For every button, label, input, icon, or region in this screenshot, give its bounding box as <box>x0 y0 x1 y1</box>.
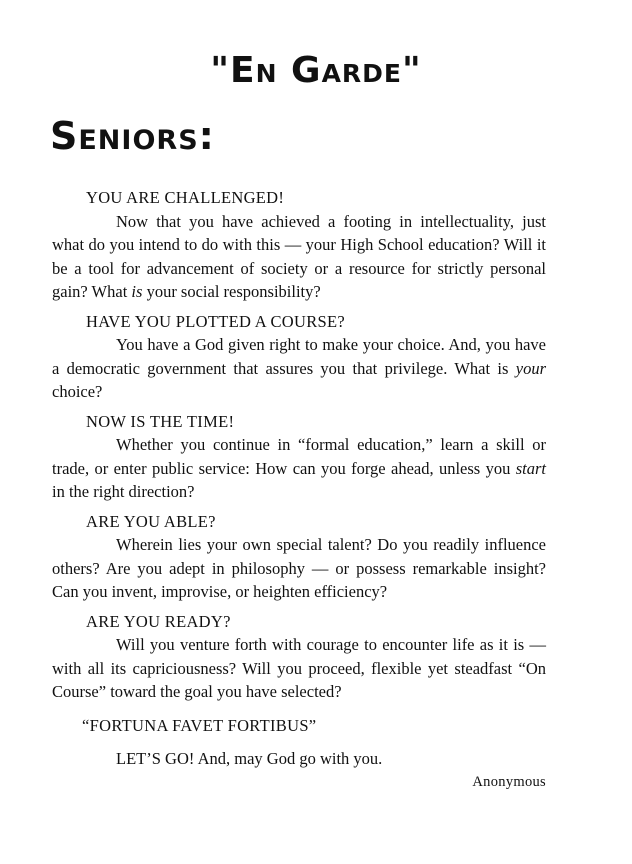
page-title: "En Garde" <box>210 50 422 91</box>
section-lead: YOU ARE CHALLENGED! <box>86 188 285 207</box>
section-heading: Seniors: <box>50 114 215 158</box>
section-paragraph: You have a God given right to make your choice. And, you have a democratic government that assures you that privilege. What is your choice? <box>52 335 546 401</box>
section-challenged <box>52 186 546 304</box>
emphasis: your <box>515 358 546 378</box>
section-paragraph: Whether you continue in “formal education,” learn a skill or trade, or enter public service: How can you forge ahead, unless you start in the right direction? <box>52 435 546 501</box>
section-ready <box>52 610 546 704</box>
closing-line: LET’S GO! And, may God go with you. <box>116 749 383 768</box>
section-paragraph: Wherein lies your own special talent? Do you readily influence others? Are you adept in philosophy — or possess remarkable insight? Can you invent, improvise, or heighten efficiency? <box>52 535 546 601</box>
section-lead: HAVE YOU PLOTTED A COURSE? <box>86 311 345 331</box>
section-paragraph: Will you venture forth with courage to encounter life as it is — with all its capriciousness? Will you proceed, flexible yet steadfast “On Course” toward the goal you have selected? <box>52 635 546 701</box>
section-paragraph: Now that you have achieved a footing in intellectuality, just what do you intend to do with this — your High School education? Will it be a tool for advancement of society or a resource for strictly personal gain? What is your social responsibility? <box>52 211 546 301</box>
section-time <box>52 410 546 504</box>
section-course <box>52 310 546 404</box>
section-lead: ARE YOU ABLE? <box>86 511 216 531</box>
signature: Anonymous <box>472 773 546 790</box>
section-lead: ARE YOU READY? <box>86 611 231 631</box>
emphasis: start <box>515 458 546 478</box>
latin-motto: “FORTUNA FAVET FORTIBUS” <box>82 715 317 735</box>
section-lead: NOW IS THE TIME! <box>86 411 235 431</box>
section-able <box>52 510 546 604</box>
emphasis: is <box>131 282 143 301</box>
letter-body <box>52 186 546 794</box>
